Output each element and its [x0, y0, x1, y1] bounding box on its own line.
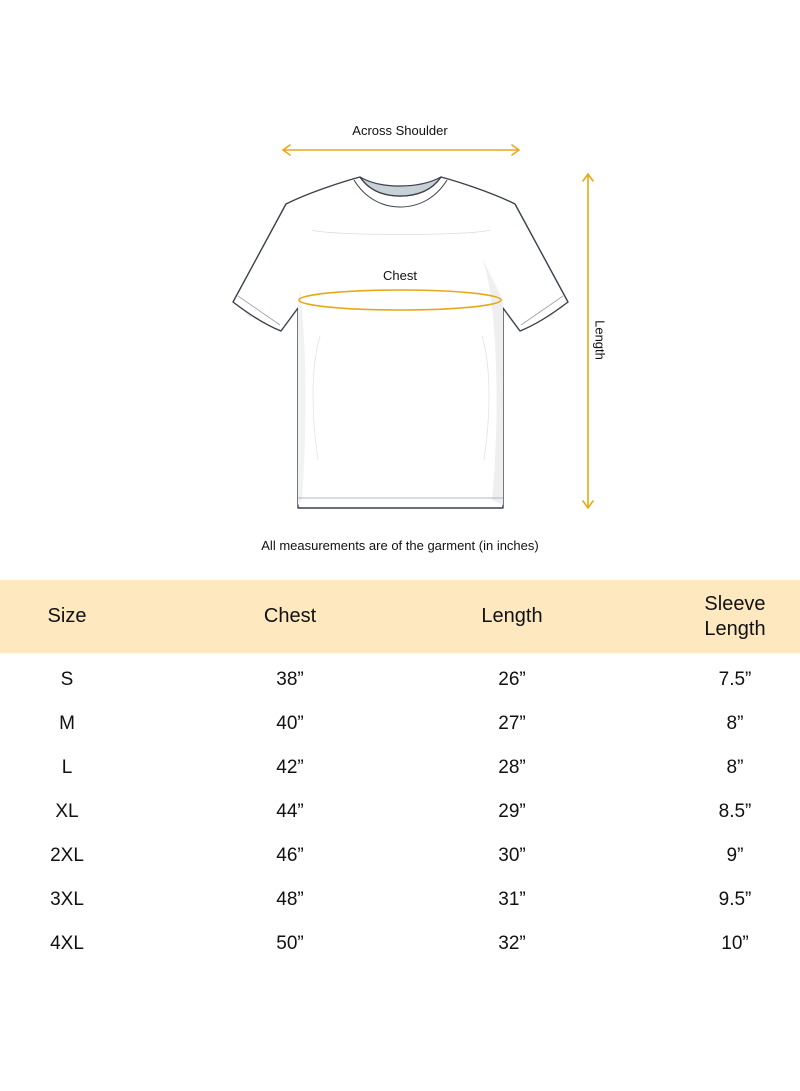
cell-size: S — [60, 669, 74, 690]
cell-chest: 38” — [276, 669, 304, 690]
size-table-body — [0, 658, 800, 966]
cell-chest: 50” — [276, 933, 304, 954]
length-label: Length — [592, 320, 608, 360]
cell-chest: 48” — [276, 889, 304, 910]
length-arrow — [583, 174, 593, 508]
header-size: Size — [47, 605, 87, 627]
cell-length: 30” — [498, 845, 526, 866]
cell-length: 27” — [498, 713, 526, 734]
cell-chest: 46” — [276, 845, 304, 866]
cell-length: 26” — [498, 669, 526, 690]
measurement-caption: All measurements are of the garment (in inches) — [261, 538, 539, 553]
size-table-header — [0, 580, 800, 653]
header-length: Length — [481, 605, 543, 627]
table-row — [0, 878, 800, 922]
table-row — [0, 834, 800, 878]
cell-chest: 40” — [276, 713, 304, 734]
cell-length: 32” — [498, 933, 526, 954]
table-row — [0, 922, 800, 966]
chest-label: Chest — [383, 268, 417, 283]
tshirt-icon — [233, 177, 568, 508]
cell-size: 3XL — [50, 889, 84, 910]
cell-length: 28” — [498, 757, 526, 778]
cell-sleeve: 9.5” — [718, 889, 752, 910]
header-chest: Chest — [263, 605, 317, 627]
cell-length: 31” — [498, 889, 526, 910]
across-shoulder-label: Across Shoulder — [352, 123, 448, 138]
cell-sleeve: 7.5” — [718, 669, 752, 690]
cell-chest: 44” — [276, 801, 304, 822]
cell-length: 29” — [498, 801, 526, 822]
cell-size: 2XL — [50, 845, 84, 866]
cell-sleeve: 8” — [726, 713, 744, 734]
cell-size: M — [59, 713, 75, 734]
cell-sleeve: 9” — [726, 845, 744, 866]
cell-sleeve: 8.5” — [718, 801, 752, 822]
cell-size: 4XL — [50, 933, 84, 954]
cell-sleeve: 10” — [721, 933, 749, 954]
cell-sleeve: 8” — [726, 757, 744, 778]
cell-size: XL — [55, 801, 79, 822]
table-row — [0, 702, 800, 746]
across-shoulder-arrow — [283, 145, 519, 155]
cell-chest: 42” — [276, 757, 304, 778]
header-sleeve-length: Sleeve Length — [704, 592, 766, 640]
table-row — [0, 658, 800, 702]
table-row — [0, 746, 800, 790]
cell-size: L — [61, 757, 73, 778]
table-row — [0, 790, 800, 834]
